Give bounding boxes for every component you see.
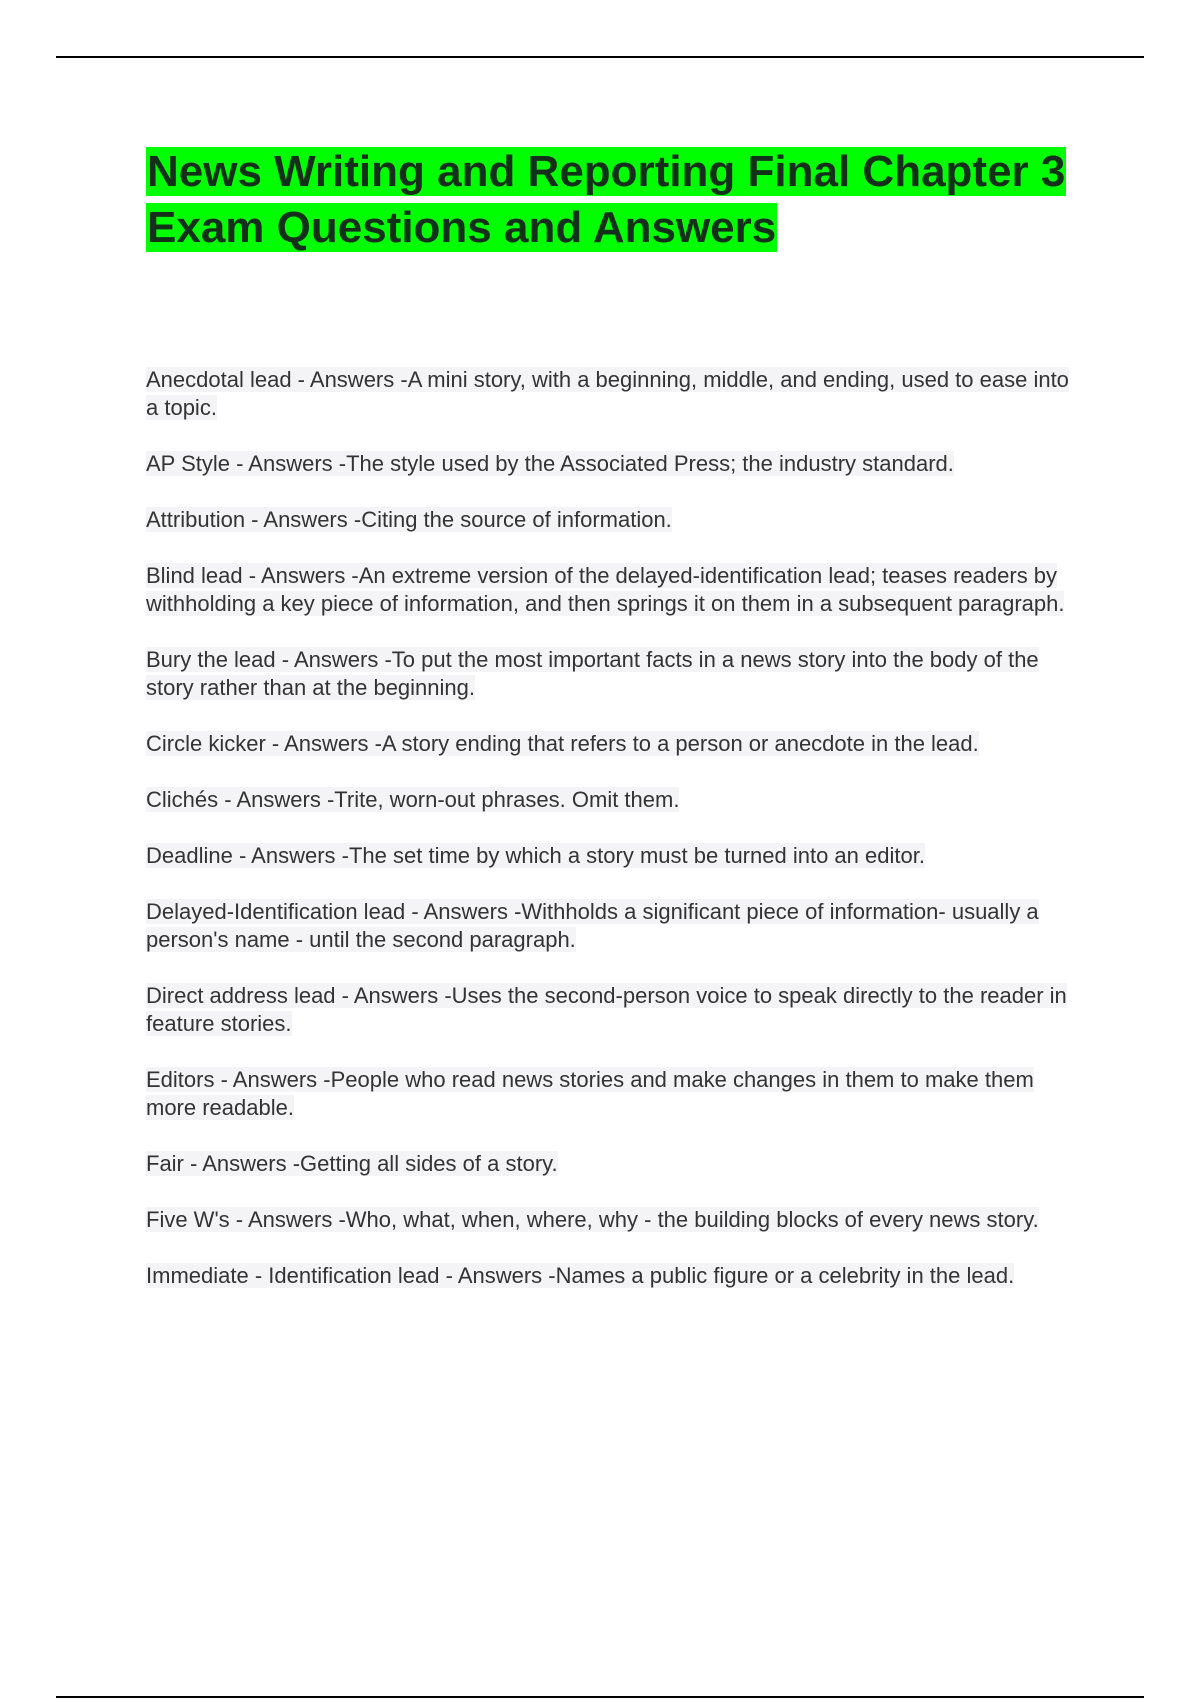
qa-entry-blind-lead — [146, 562, 1086, 618]
document-body — [146, 144, 1086, 1318]
qa-entry-bury-the-lead — [146, 646, 1086, 702]
qa-entry-five-ws — [146, 1206, 1086, 1234]
qa-entry-attribution — [146, 506, 1086, 534]
qa-entry-cliches — [146, 786, 1086, 814]
qa-entry-direct-address-lead — [146, 982, 1086, 1038]
qa-entry-circle-kicker — [146, 730, 1086, 758]
qa-entry-text: Anecdotal lead - Answers -A mini story, with a beginning, middle, and ending, used to ease into a topic. — [146, 367, 1069, 420]
qa-entry-text: Bury the lead - Answers -To put the most important facts in a news story into the body of the story rather than at the beginning. — [146, 647, 1039, 700]
qa-entry-text: Deadline - Answers -The set time by which a story must be turned into an editor. — [146, 843, 925, 868]
qa-entry-deadline — [146, 842, 1086, 870]
qa-entry-text: AP Style - Answers -The style used by the Associated Press; the industry standard. — [146, 451, 954, 476]
qa-entry-text: Clichés - Answers -Trite, worn-out phrases. Omit them. — [146, 787, 680, 812]
qa-entry-text: Circle kicker - Answers -A story ending that refers to a person or anecdote in the lead. — [146, 731, 979, 756]
qa-entry-anecdotal-lead — [146, 366, 1086, 422]
qa-entry-delayed-identification-lead — [146, 898, 1086, 954]
qa-entry-fair — [146, 1150, 1086, 1178]
qa-entry-text: Delayed-Identification lead - Answers -Withholds a significant piece of information- usually a person's name - until the second paragraph. — [146, 899, 1039, 952]
title-highlight: News Writing and Reporting Final Chapter 3 Exam Questions and Answers — [147, 147, 1066, 252]
qa-entry-text: Five W's - Answers -Who, what, when, where, why - the building blocks of every news story. — [146, 1207, 1039, 1232]
qa-entry-ap-style — [146, 450, 1086, 478]
qa-list — [146, 366, 1086, 1290]
document-title — [146, 144, 1086, 256]
qa-entry-text: Editors - Answers -People who read news stories and make changes in them to make them more readable. — [146, 1067, 1034, 1120]
top-rule — [56, 56, 1144, 58]
qa-entry-text: Fair - Answers -Getting all sides of a story. — [146, 1151, 558, 1176]
qa-entry-text: Attribution - Answers -Citing the source of information. — [146, 507, 672, 532]
qa-entry-text: Blind lead - Answers -An extreme version of the delayed-identification lead; teases readers by withholding a key piece of information, and then springs it on them in a subsequent paragraph. — [146, 563, 1065, 616]
bottom-rule — [56, 1696, 1144, 1698]
qa-entry-text: Direct address lead - Answers -Uses the second-person voice to speak directly to the reader in feature stories. — [146, 983, 1067, 1036]
qa-entry-editors — [146, 1066, 1086, 1122]
qa-entry-immediate-identification-lead — [146, 1262, 1086, 1290]
qa-entry-text: Immediate - Identification lead - Answers -Names a public figure or a celebrity in the lead. — [146, 1263, 1015, 1288]
